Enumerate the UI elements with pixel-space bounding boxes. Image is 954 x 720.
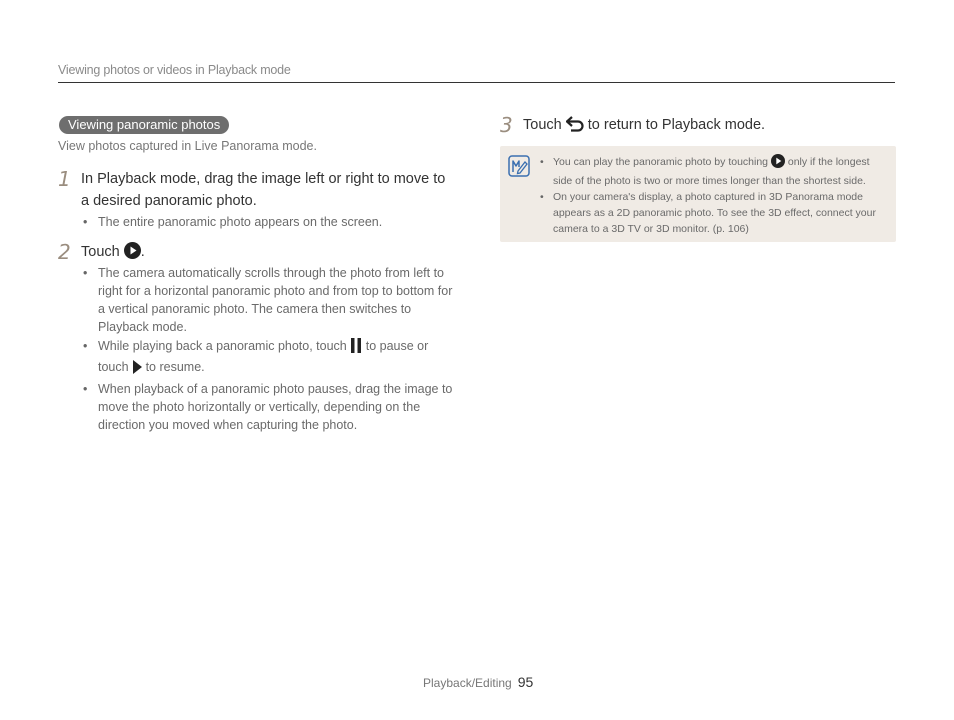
list-item: [81, 337, 461, 379]
step-2-number: 2: [58, 240, 71, 264]
page-header-title: Viewing photos or videos in Playback mode: [58, 63, 291, 77]
bullet-text: to pause or touch: [98, 339, 429, 374]
step-2-label: Touch: [81, 244, 120, 260]
list-item: • When playback of a panoramic photo pauses, drag the image to move the photo horizontally or vertically, depending on the direction you moved when capturing the photo.: [81, 380, 461, 434]
bullet-text: While playing back a panoramic photo, touch: [98, 339, 347, 353]
pause-icon: [350, 338, 362, 358]
step-3-number: 3: [500, 113, 513, 137]
step-2-text: [81, 241, 145, 266]
page-number: 95: [517, 674, 534, 690]
note-text: You can play the panoramic photo by touching: [553, 156, 769, 168]
step-1-text: In Playback mode, drag the image left or right to move to a desired panoramic photo.: [81, 171, 446, 209]
bullet-text: to resume.: [145, 360, 205, 374]
step-1-number: 1: [58, 167, 71, 191]
step-2-period: .: [140, 244, 145, 260]
section-pill: Viewing panoramic photos: [59, 116, 229, 134]
step-3-label: Touch: [523, 117, 562, 133]
note-pencil-icon: [508, 155, 530, 177]
note-text: only if the longest side of the photo is two or more times longer than the shortest side.: [553, 156, 870, 187]
page-footer: [423, 674, 533, 690]
note-list: [538, 154, 890, 237]
step-1-bullets: [81, 213, 461, 232]
section-intro: View photos captured in Live Panorama mode.: [58, 139, 317, 153]
list-item: • The camera automatically scrolls through the photo from left to right for a horizontal panoramic photo and from top to bottom for a vertical panoramic photo. The camera then switches to Playback mode.: [81, 264, 461, 336]
list-item: [538, 154, 890, 189]
back-arrow-icon: [566, 116, 584, 139]
list-item: • The entire panoramic photo appears on the screen.: [81, 213, 461, 231]
step-2-bullets: [81, 264, 461, 435]
step-3-rest: to return to Playback mode.: [587, 117, 766, 133]
play-icon: [132, 360, 142, 379]
header-divider: [58, 82, 895, 83]
footer-label: Playback/Editing: [423, 676, 512, 690]
list-item: • On your camera's display, a photo captured in 3D Panorama mode appears as a 2D panoramic photo. To see the 3D effect, connect your camera to a 3D TV or 3D monitor. (p. 106): [538, 189, 890, 237]
play-circle-icon: [124, 242, 141, 266]
step-3-text: [523, 114, 765, 139]
play-circle-icon: [771, 154, 785, 173]
